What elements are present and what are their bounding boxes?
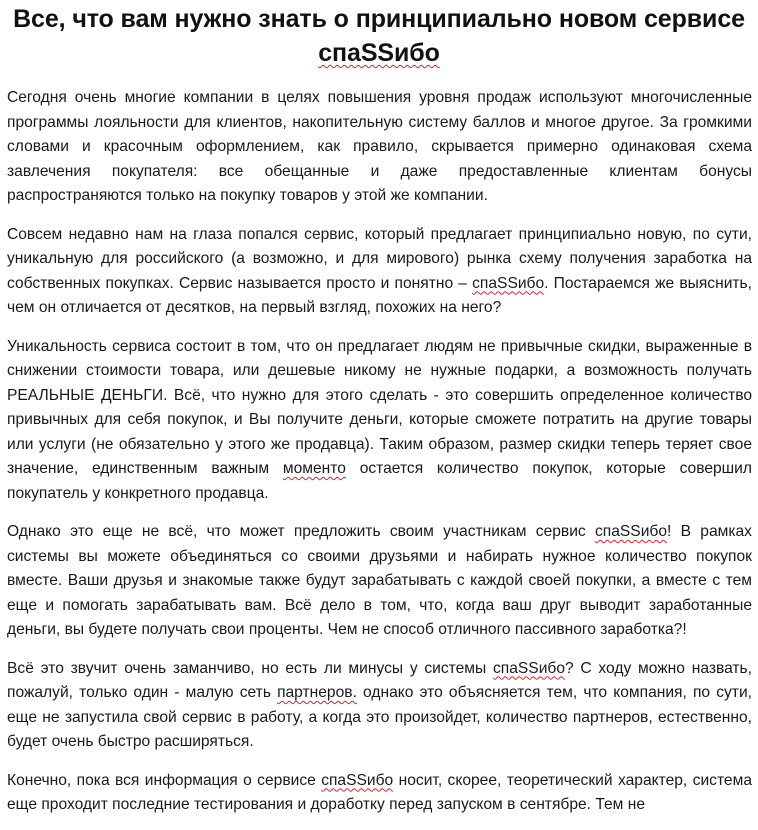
paragraph-4-text-a: Однако это еще не всё, что может предложить своим участникам сервис <box>7 523 595 540</box>
paragraph-6 <box>7 769 752 818</box>
brand-mention: спаSSибо <box>321 771 394 789</box>
paragraph-4-text-b: ! В рамках системы вы можете объединяться со своими друзьями и набирать нужное количество покупок вместе. Ваши друзья и знакомые также будут зарабатывать с каждой своей покупки, а вместе с тем еще и помогать зарабатывать вам. Всё дело в том, что, когда ваш друг выводит заработанные деньги, вы будете получать свои проценты. Чем не способ отличного пассивного заработка?! <box>7 523 752 638</box>
paragraph-6-text-a: Конечно, пока вся информация о сервисе <box>7 771 322 789</box>
paragraph-3-text-b: остается количество покупок, которые совершил покупатель у конкретного продавца. <box>7 460 752 502</box>
paragraph-6-text-b: носит, скорее, теоретический характер, система еще проходит последние тестирования и доработку перед запуском в сентябре. Тем не <box>7 771 752 813</box>
brand-mention: спаSSибо <box>594 523 668 540</box>
paragraph-5 <box>7 657 752 755</box>
brand-mention: спаSSибо <box>472 274 545 292</box>
paragraph-2-text-b: . Постараемся же выяснить, чем он отличается от десятков, на первый взгляд, похожих на него? <box>7 274 753 316</box>
misspelled-word: моменто <box>282 460 346 477</box>
paragraph-4 <box>7 520 752 643</box>
page-title <box>0 0 758 70</box>
article-body <box>0 86 758 818</box>
title-main: Все, что вам нужно знать о принципиально новом сервисе <box>13 5 745 33</box>
title-brand: спаSSибо <box>318 39 440 67</box>
paragraph-5-text-b: ? С ходу можно назвать, пожалуй, только один - малую сеть <box>7 659 753 701</box>
paragraph-2 <box>7 223 752 321</box>
misspelled-word: партнеров. <box>277 684 357 701</box>
paragraph-1: Сегодня очень многие компании в целях повышения уровня продаж используют многочисленные программы лояльности для клиентов, накопительную систему баллов и многое другое. За громкими словами и красочным оформлением, как правило, скрывается примерно одинаковая схема завлечения покупателя: все обещанные и даже предоставленные клиентам бонусы распространяются только на покупку товаров у этой же компании. <box>7 89 752 204</box>
paragraph-5-text-c: однако это объясняется тем, что компания, по сути, еще не запустила свой сервис в работу, а когда это произойдет, количество партнеров, естественно, будет очень быстро расширяться. <box>7 684 752 750</box>
paragraph-5-text-a: Всё это звучит очень заманчиво, но есть ли минусы у системы <box>7 659 493 677</box>
paragraph-3 <box>7 335 752 507</box>
brand-mention: спаSSибо <box>492 659 566 677</box>
paragraph-3-text-a: Уникальность сервиса состоит в том, что он предлагает людям не привычные скидки, выраженные в снижении стоимости товара, или дешевые никому не нужные подарки, а возможность получать РЕАЛЬНЫЕ ДЕНЬГИ. Всё, что нужно для этого сделать - это совершить определенное количество привычных для себя покупок, и Вы получите деньги, которые сможете потратить на другие товары или услуги (не обязательно у этого же продавца). Таким образом, размер скидки теперь теряет свое значение, единственным важным <box>7 337 752 477</box>
paragraph-2-text-a: Совсем недавно нам на глаза попался сервис, который предлагает принципиально новую, по сути, уникальную для российского (а возможно, и для мирового) рынка схему получения заработка на собственных покупках. Сервис называется просто и понятно – <box>7 225 752 292</box>
